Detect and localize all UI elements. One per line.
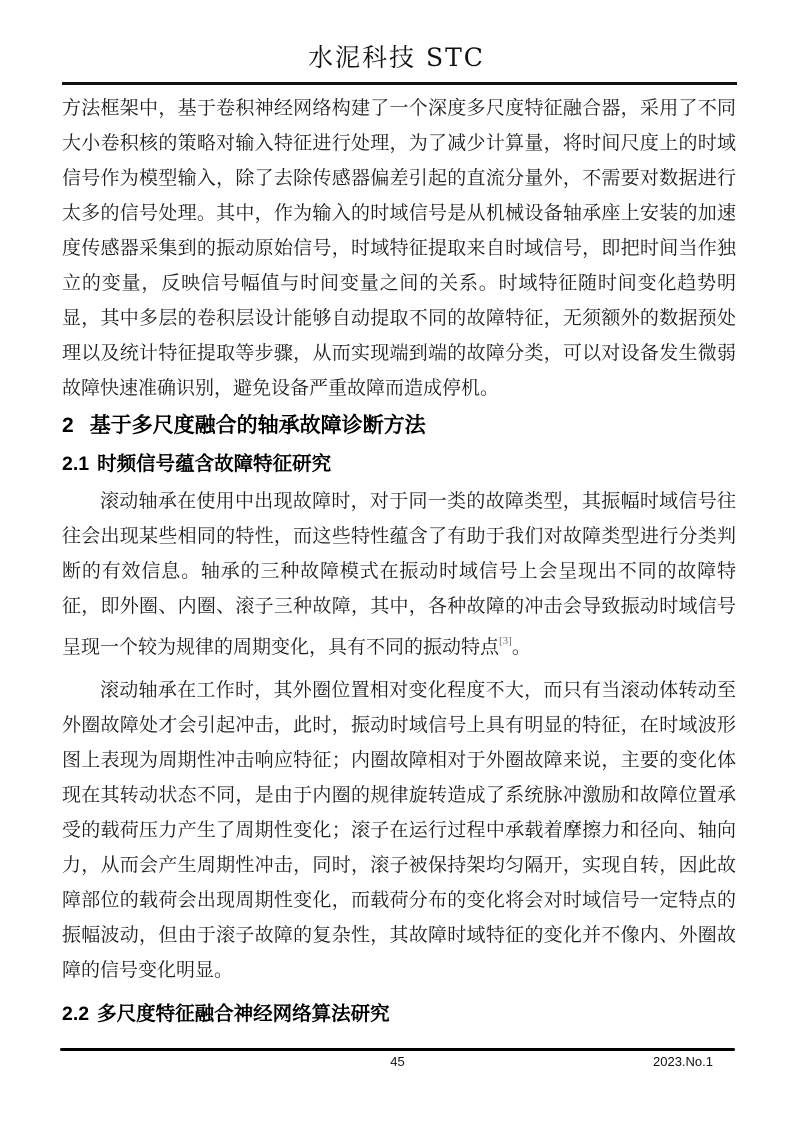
page-footer [60, 1048, 735, 1072]
paragraph-2-1-b: 滚动轴承在工作时，其外圈位置相对变化程度不大，而只有当滚动体转动至外圈故障处才会引起冲击，此时，振动时域信号上具有明显的特征，在时域波形图上表现为周期性冲击响应特征；内圈故障相对于外圈故障来说，主要的变化体现在其转动状态不同，是由于内圈的规律旋转造成了系统脉冲激励和故障位置承受的载荷压力产生了周期性变化；滚子在运行过程中承载着摩擦力和径向、轴向力，从而会产生周期性冲击，同时，滚子被保持架均匀隔开，实现自转，因此故障部位的载荷会出现周期性变化，而载荷分布的变化将会对时域信号一定特点的振幅波动，但由于滚子故障的复杂性，其故障时域特征的变化并不像内、外圈故障的信号变化明显。 [62, 680, 736, 981]
section-heading-2 [62, 412, 736, 440]
paragraph-2-1-a [62, 484, 736, 665]
subsection-number: 2.2 [62, 1003, 90, 1025]
subsection-heading-2-1 [62, 450, 736, 478]
issue-label: 2023.No.1 [653, 1054, 713, 1069]
paragraph-text-end: 。 [511, 637, 531, 658]
paragraph-continuation: 方法框架中，基于卷积神经网络构建了一个深度多尺度特征融合器，采用了不同大小卷积核的策略对输入特征进行处理，为了减少计算量，将时间尺度上的时域信号作为模型输入，除了去除传感器偏差引起的直流分量外，不需要对数据进行太多的信号处理。其中，作为输入的时域信号是从机械设备轴承座上安装的加速度传感器采集到的振动原始信号，时域特征提取来自时域信号，即把时间当作独立的变量，反映信号幅值与时间变量之间的关系。时域特征随时间变化趋势明显，其中多层的卷积层设计能够自动提取不同的故障特征，无须额外的数据预处理以及统计特征提取等步骤，从而实现端到端的故障分类，可以对设备发生微弱故障快速准确识别，避免设备严重故障而造成停机。 [62, 98, 736, 399]
subsection-title: 多尺度特征融合神经网络算法研究 [97, 1003, 390, 1025]
footer-row [60, 1054, 735, 1072]
citation-reference: [3] [499, 635, 512, 647]
subsection-number: 2.1 [62, 453, 90, 475]
subsection-title: 时频信号蕴含故障特征研究 [97, 453, 332, 475]
section-title: 基于多尺度融合的轴承故障诊断方法 [89, 414, 426, 437]
page-content [62, 91, 736, 1028]
subsection-heading-2-2 [62, 1000, 736, 1028]
paragraph-text: 滚动轴承在使用中出现故障时，对于同一类的故障类型，其振幅时域信号往往会出现某些相同的特性，而这些特性蕴含了有助于我们对故障类型进行分类判断的有效信息。轴承的三种故障模式在振动时域信号上会呈现出不同的故障特征，即外圈、内圈、滚子三种故障，其中，各种故障的冲击会导致振动时域信号呈现一个较为规律的周期变化，具有不同的振动特点 [62, 491, 736, 658]
section-number: 2 [62, 414, 74, 437]
page-number: 45 [390, 1054, 405, 1069]
journal-title: 水泥科技 STC [308, 43, 485, 72]
footer-rule [60, 1048, 735, 1051]
header-rule [62, 82, 737, 85]
